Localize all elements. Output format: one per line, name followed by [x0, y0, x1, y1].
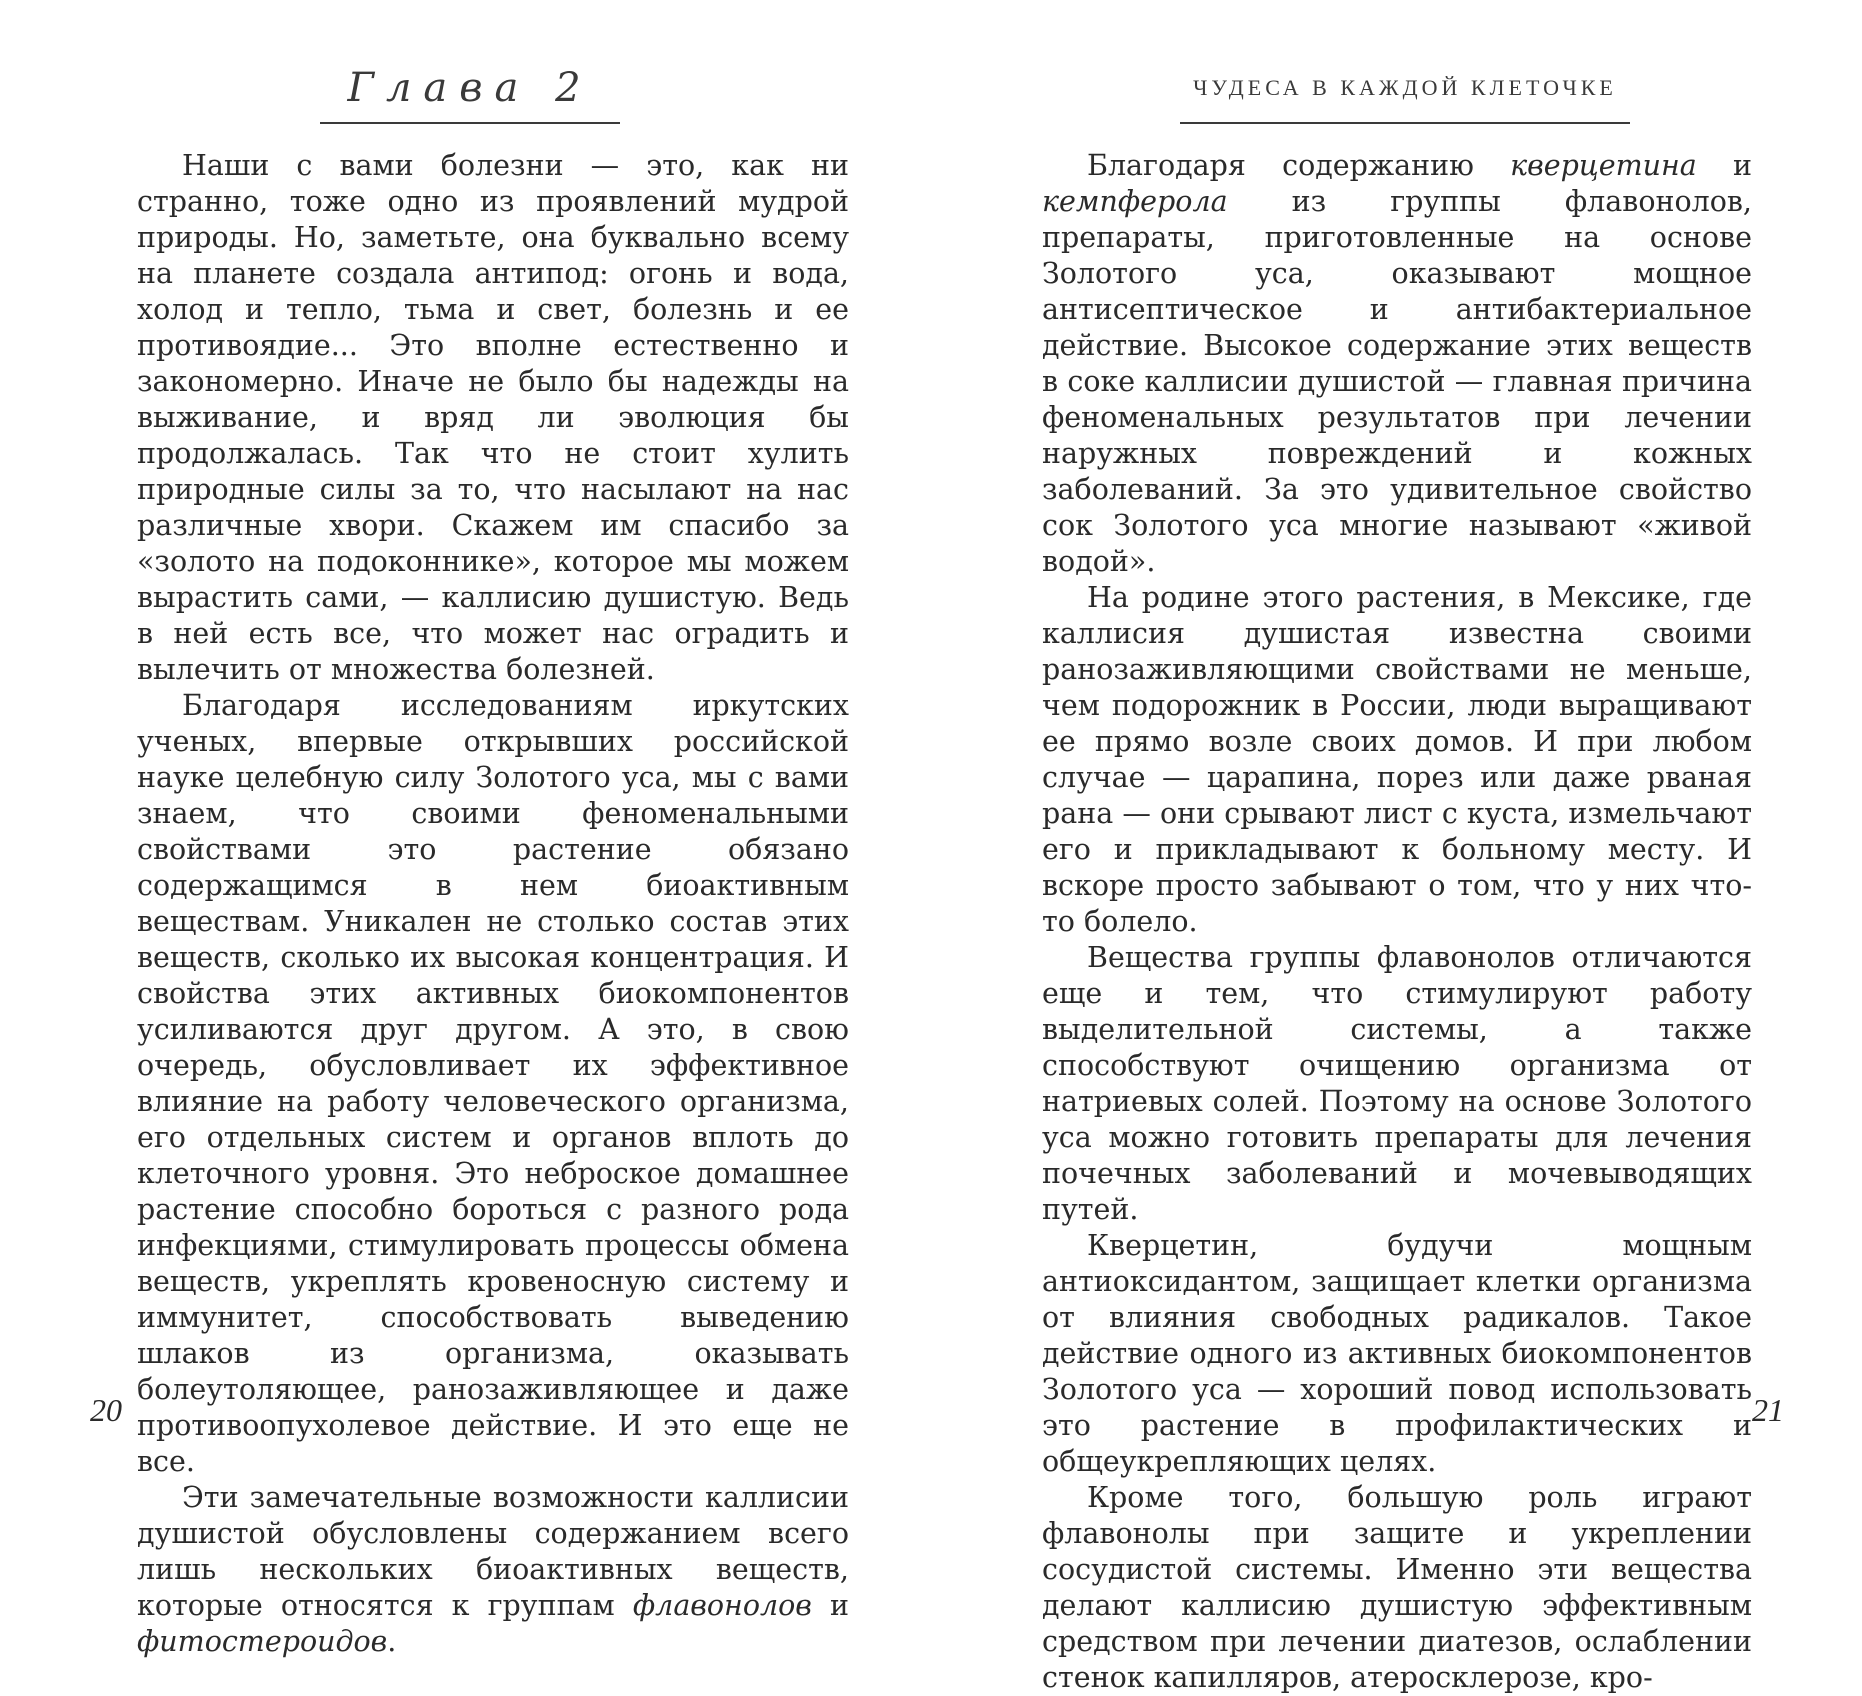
running-head-chapter — [320, 62, 620, 124]
paragraph: Благодаря исследованиям иркутских ученых, впервые открывших российской науке целебную силу Золотого уса, мы с вами знаем, что своими феноменальными свойствами это растение обязано содержащимся в нем биоактивным веществам. Уникален не столько состав этих веществ, сколько их высокая концентрация. И свойства этих активных биокомпонентов усиливаются друг другом. А это, в свою очередь, обусловливает их эффективное влияние на работу человеческого организма, его отдельных систем и органов вплоть до клеточного уровня. Это неброское домашнее растение способно бороться с разного рода инфекциями, стимулировать процессы обмена веществ, укреплять кровеносную систему и иммунитет, способствовать выведению шлаков из организма, оказывать болеутоляющее, ранозаживляющее и даже противоопухолевое действие. И это еще не все. — [137, 689, 849, 1478]
page-number: 21 — [1752, 1392, 1784, 1428]
right-page — [962, 0, 1862, 1694]
emphasis-term: кемпферола — [1042, 185, 1228, 218]
text-run: Благодаря содержанию — [1087, 149, 1511, 182]
paragraph — [1042, 148, 1752, 580]
paragraph: Вещества группы флавонолов отличаются еще и тем, что стимулируют работу выделительной системы, а также способствуют очищению организма от натриевых солей. Поэтому на основе Золотого уса можно готовить препараты для лечения почечных заболеваний и мочевыводящих путей. — [1042, 941, 1752, 1226]
paragraph: На родине этого растения, в Мексике, где каллисия душистая известна своими ранозаживляющими свойствами не меньше, чем подорожник в России, люди выращивают ее прямо возле своих домов. И при любом случае — царапина, порез или даже рваная рана — они срывают лист с куста, измельчают его и прикладывают к больному месту. И вскоре просто забывают о том, что у них что-то болело. — [1042, 581, 1752, 938]
emphasis-term: флавонолов — [632, 1589, 812, 1622]
emphasis-term: фитостероидов — [137, 1625, 388, 1658]
right-body-text — [1042, 148, 1752, 1696]
text-run: . — [387, 1625, 397, 1658]
paragraph: Кроме того, большую роль играют флавонолы при защите и укреплении сосудистой системы. Именно эти вещества делают каллисию душистую эффективным средством при лечении диатезов, ослаблении стенок капилляров, атеросклерозе, кро- — [1042, 1481, 1752, 1694]
left-body-text — [137, 148, 849, 1660]
text-run: из группы флавонолов, препараты, приготовленные на основе Золотого уса, оказывают мощное антисептическое и антибактериальное действие. Высокое содержание этих веществ в соке каллисии душистой — главная причина феноменальных результатов при лечении наружных повреждений и кожных заболеваний. За это удивительное свойство сок Золотого уса многие называют «живой водой». — [1042, 185, 1752, 578]
chapter-label: Глава 2 — [347, 65, 593, 111]
text-run: Эти замечательные возможности каллисии душистой обусловлены содержанием всего лишь нескольких биоактивных веществ, которые относятся к группам — [137, 1481, 849, 1622]
page-number: 20 — [90, 1392, 122, 1428]
chapter-title: ЧУДЕСА В КАЖДОЙ КЛЕТОЧКЕ — [1193, 75, 1617, 100]
paragraph: Наши с вами болезни — это, как ни странно, тоже одно из проявлений мудрой природы. Но, заметьте, она буквально всему на планете создала антипод: огонь и вода, холод и тепло, тьма и свет, болезнь и ее противоядие... Это вполне естественно и закономерно. Иначе не было бы надежды на выживание, и вряд ли эволюция бы продолжалась. Так что не стоит хулить природные силы за то, что насылают на нас различные хвори. Скажем им спасибо за «золото на подоконнике», которое мы можем вырастить сами, — каллисию душистую. Ведь в ней есть все, что может нас оградить и вылечить от множества болезней. — [137, 149, 849, 686]
paragraph — [137, 1480, 849, 1660]
running-head-title — [1180, 62, 1630, 124]
text-run: и — [1696, 149, 1752, 182]
emphasis-term: кверцетина — [1510, 149, 1697, 182]
left-page — [0, 0, 900, 1658]
paragraph: Кверцетин, будучи мощным антиоксидантом, защищает клетки организма от влияния свободных радикалов. Такое действие одного из активных биокомпонентов Золотого уса — хороший повод использовать это растение в профилактических и общеукрепляющих целях. — [1042, 1229, 1752, 1478]
text-run: и — [811, 1589, 850, 1622]
